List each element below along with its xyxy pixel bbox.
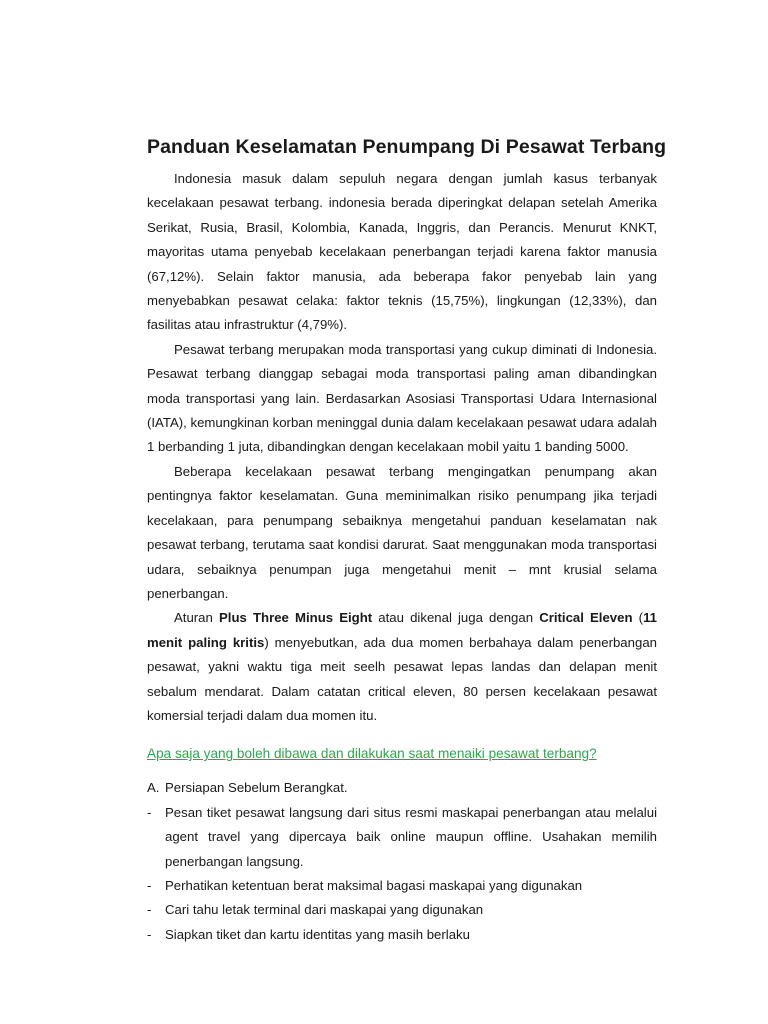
section-a-marker: A. [147, 780, 160, 796]
paragraph-2: Pesawat terbang merupakan moda transportasi yang cukup diminati di Indonesia. Pesawat terbang dianggap sebagai moda transportasi paling aman dibandingkan moda transportasi yang lain. Berdasarkan Asosiasi Transportasi Udara Internasional (IATA), kemungkinan korban meninggal dunia dalam kecelakaan pesawat udara adalah 1 berbanding 1 juta, dibandingkan dengan kecelakaan mobil yaitu 1 banding 5000. [147, 341, 657, 455]
list-dash: - [147, 877, 152, 893]
p4-bold-11-menit: 11 menit paling kritis [147, 610, 658, 650]
document-page [147, 136, 667, 947]
list-item [147, 874, 657, 898]
checklist [147, 801, 657, 947]
p4-text-4: ) menyebutkan, ada dua momen berbahaya dalam penerbangan pesawat, yakni waktu tiga meit seelh pesawat lepas landas dan delapan menit sebalum mendarat. Dalam catatan critical eleven, 80 persen kecelakaan pesawat komersial terjadi dalam dua momen itu. [147, 634, 657, 723]
list-item-text: Siapkan tiket dan kartu identitas yang masih berlaku [165, 926, 470, 942]
paragraph-1: Indonesia masuk dalam sepuluh negara dengan jumlah kasus terbanyak kecelakaan pesawat terbang. indonesia berada diperingkat delapan setelah Amerika Serikat, Rusia, Brasil, Kolombia, Kanada, Inggris, dan Perancis. Menurut KNKT, mayoritas utama penyebab kecelakaan penerbangan terjadi karena faktor manusia (67,12%). Selain faktor manusia, ada beberapa fakor penyebab lain yang menyebabkan pesawat celaka: faktor teknis (15,75%), lingkungan (12,33%), dan fasilitas atau infrastruktur (4,79%). [147, 171, 657, 333]
p4-bold-critical-eleven: Critical Eleven [539, 610, 633, 626]
p4-bold-plus-three: Plus Three Minus Eight [218, 610, 373, 626]
paragraph-3: Beberapa kecelakaan pesawat terbang mengingatkan penumpang akan pentingnya faktor keselamatan. Guna meminimalkan risiko penumpang jika terjadi kecelakaan, para penumpang sebaiknya mengetahui panduan keselamatan nak pesawat terbang, terutama saat kondisi darurat. Saat menggunakan moda transportasi udara, sebaiknya penumpan juga mengetahui menit – mnt krusial selama penerbangan. [147, 463, 657, 601]
list-dash: - [147, 902, 152, 918]
p4-text-1: Aturan [174, 610, 219, 626]
list-item-text: Pesan tiket pesawat langsung dari situs resmi maskapai penerbangan atau melalui agent travel yang dipercaya baik online maupun offline. Usahakan memilih penerbangan langsung. [165, 804, 657, 869]
list-dash: - [147, 804, 152, 820]
list-item [147, 923, 657, 947]
section-subheading: Apa saja yang boleh dibawa dan dilakukan saat menaiki pesawat terbang? [147, 746, 597, 762]
paragraph-4 [147, 606, 657, 728]
list-item-text: Perhatikan ketentuan berat maksimal bagasi maskapai yang digunakan [165, 877, 583, 893]
list-item-text: Cari tahu letak terminal dari maskapai yang digunakan [165, 902, 484, 918]
list-item [147, 801, 657, 874]
section-a-heading [147, 776, 657, 800]
p4-text-3: ( [632, 610, 644, 626]
document-title: Panduan Keselamatan Penumpang Di Pesawat Terbang [147, 136, 667, 158]
list-item [147, 898, 657, 922]
p4-text-2: atau dikenal juga dengan [372, 610, 540, 626]
list-dash: - [147, 926, 152, 942]
section-a-label: Persiapan Sebelum Berangkat. [165, 780, 348, 796]
